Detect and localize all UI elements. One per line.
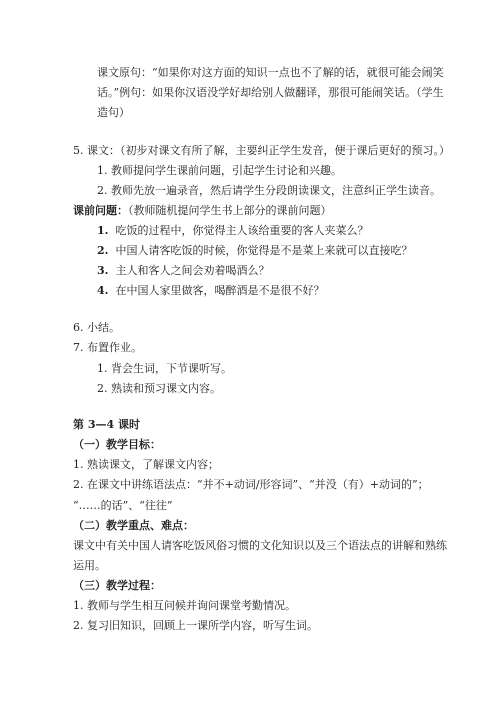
homework-item-2: 2. 熟读和预习课文内容。 <box>97 382 221 395</box>
homework-item-1: 1. 背会生词，下节课听写。 <box>97 362 232 375</box>
step-5-item-2: 2. 教师先放一遍录音，然后请学生分段朗读课文，注意纠正学生读音。 <box>97 184 441 197</box>
question-text: 吃饭的过程中，你觉得主人该给重要的客人夹菜么？ <box>115 224 369 237</box>
question-number: 3. <box>97 264 109 277</box>
question-item <box>97 242 412 260</box>
key-points-text-line-1: 课文中有关中国人请客吃饭风俗习惯的文化知识以及三个语法点的讲解和熟练 <box>73 539 447 552</box>
pre-class-label: 课前问题： <box>73 204 128 217</box>
pre-class-questions-heading <box>73 202 332 220</box>
original-sentence-line-3: 造句） <box>97 106 130 119</box>
question-text: 中国人请客吃饭的时候，你觉得是不是菜上来就可以直接吃？ <box>115 244 413 257</box>
goal-item-2: 2. 在课文中讲练语法点：“并不+动词/形容词”、“并没（有）+动词的”； <box>73 478 429 491</box>
question-text: 主人和客人之间会劝着喝酒么？ <box>115 264 270 277</box>
teaching-process-heading: （三）教学过程： <box>73 579 161 592</box>
question-text: 在中国人家里做客，喝醉酒是不是很不好？ <box>115 284 325 297</box>
key-points-heading: （二）教学重点、难点： <box>73 519 194 532</box>
question-number: 2. <box>97 244 109 257</box>
process-item-2: 2. 复习旧知识，回顾上一课所学内容，听写生词。 <box>73 619 318 632</box>
question-item <box>97 282 324 300</box>
original-sentence-line-1: 课文原句：“如果你对这方面的知识一点也不了解的话，就很可能会闹笑 <box>97 66 444 79</box>
goal-item-1: 1. 熟读课文，了解课文内容； <box>73 458 219 471</box>
original-sentence-line-2: 话。”例句：如果你汉语没学好却给别人做翻译，那很可能闹笑话。（学生 <box>97 86 444 99</box>
step-6-summary: 6. 小结。 <box>73 321 120 334</box>
teaching-goals-heading: （一）教学目标： <box>73 438 161 451</box>
key-points-text-line-2: 运用。 <box>73 559 106 572</box>
step-7-homework: 7. 布置作业。 <box>73 341 142 354</box>
goal-item-2-cont: “……的话”、“往往” <box>73 499 173 512</box>
question-item <box>97 222 368 240</box>
lesson-title: 第 3—4 课时 <box>73 418 140 431</box>
step-5-text: 5. 课文：（初步对课文有所了解，主要纠正学生发音，便于课后更好的预习。） <box>73 144 450 157</box>
process-item-1: 1. 教师与学生相互问候并询问课堂考勤情况。 <box>73 599 296 612</box>
question-number: 1. <box>97 224 109 237</box>
question-item <box>97 262 269 280</box>
step-5-item-1: 1. 教师提问学生课前问题，引起学生讨论和兴趣。 <box>97 164 342 177</box>
question-number: 4. <box>97 284 109 297</box>
pre-class-note: （教师随机提问学生书上部分的课前问题） <box>128 204 332 217</box>
